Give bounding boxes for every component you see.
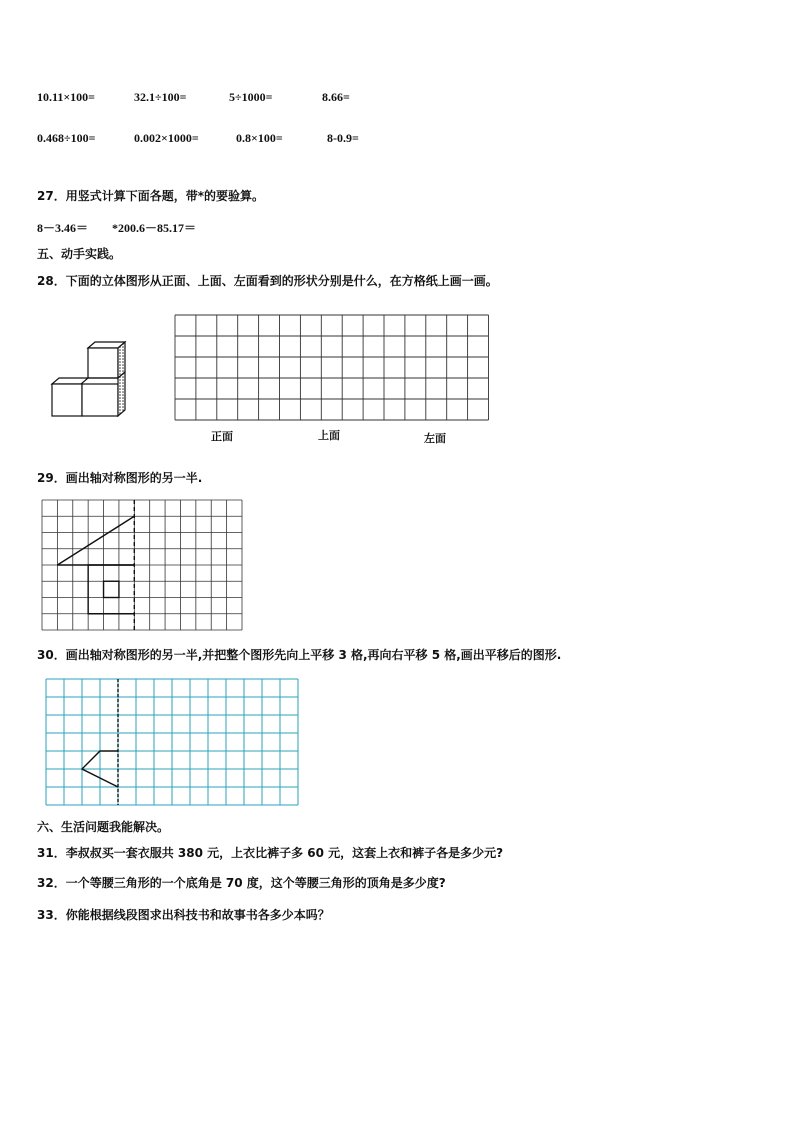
section-6-heading: 六、生活问题我能解决。 xyxy=(37,820,170,834)
house-wall-half xyxy=(88,565,134,614)
window-square xyxy=(104,581,119,597)
calc-item: 0.468÷100= xyxy=(37,131,96,145)
calc-item: 0.8×100= xyxy=(236,131,283,145)
q30-translation-grid[interactable] xyxy=(46,679,298,805)
section-5-heading: 五、动手实践。 xyxy=(37,247,122,261)
question-27-problems: 8－3.46＝ *200.6－85.17＝ xyxy=(37,221,197,235)
label-front: 正面 xyxy=(211,430,233,443)
label-left: 左面 xyxy=(424,432,446,445)
question-29: 29．画出轴对称图形的另一半. xyxy=(37,471,203,485)
cube-stack-figure xyxy=(50,340,130,420)
label-top: 上面 xyxy=(318,429,340,442)
q28-drawing-grid[interactable] xyxy=(175,315,489,421)
calc-item: 32.1÷100= xyxy=(134,90,187,104)
calc-item: 0.002×1000= xyxy=(134,131,199,145)
question-31: 31．李叔叔买一套衣服共 380 元，上衣比裤子多 60 元，这套上衣和裤子各是多少元? xyxy=(37,846,504,860)
calc-item: 8.66= xyxy=(322,90,350,104)
roof-slope-line xyxy=(57,516,134,565)
calc-item: 5÷1000= xyxy=(229,90,273,104)
q29-symmetry-grid[interactable] xyxy=(42,500,243,631)
question-30: 30．画出轴对称图形的另一半,并把整个图形先向上平移 3 格,再向右平移 5 格,画出平移后的图形. xyxy=(37,648,562,662)
calc-item: 10.11×100= xyxy=(37,90,96,104)
question-27: 27．用竖式计算下面各题，带*的要验算。 xyxy=(37,189,264,203)
question-28: 28．下面的立体图形从正面、上面、左面看到的形状分别是什么，在方格纸上画一画。 xyxy=(37,274,498,288)
calc-item: 8-0.9= xyxy=(327,131,359,145)
question-32: 32．一个等腰三角形的一个底角是 70 度，这个等腰三角形的顶角是多少度? xyxy=(37,876,446,890)
question-33: 33．你能根据线段图求出科技书和故事书各多少本吗？ xyxy=(37,908,330,922)
